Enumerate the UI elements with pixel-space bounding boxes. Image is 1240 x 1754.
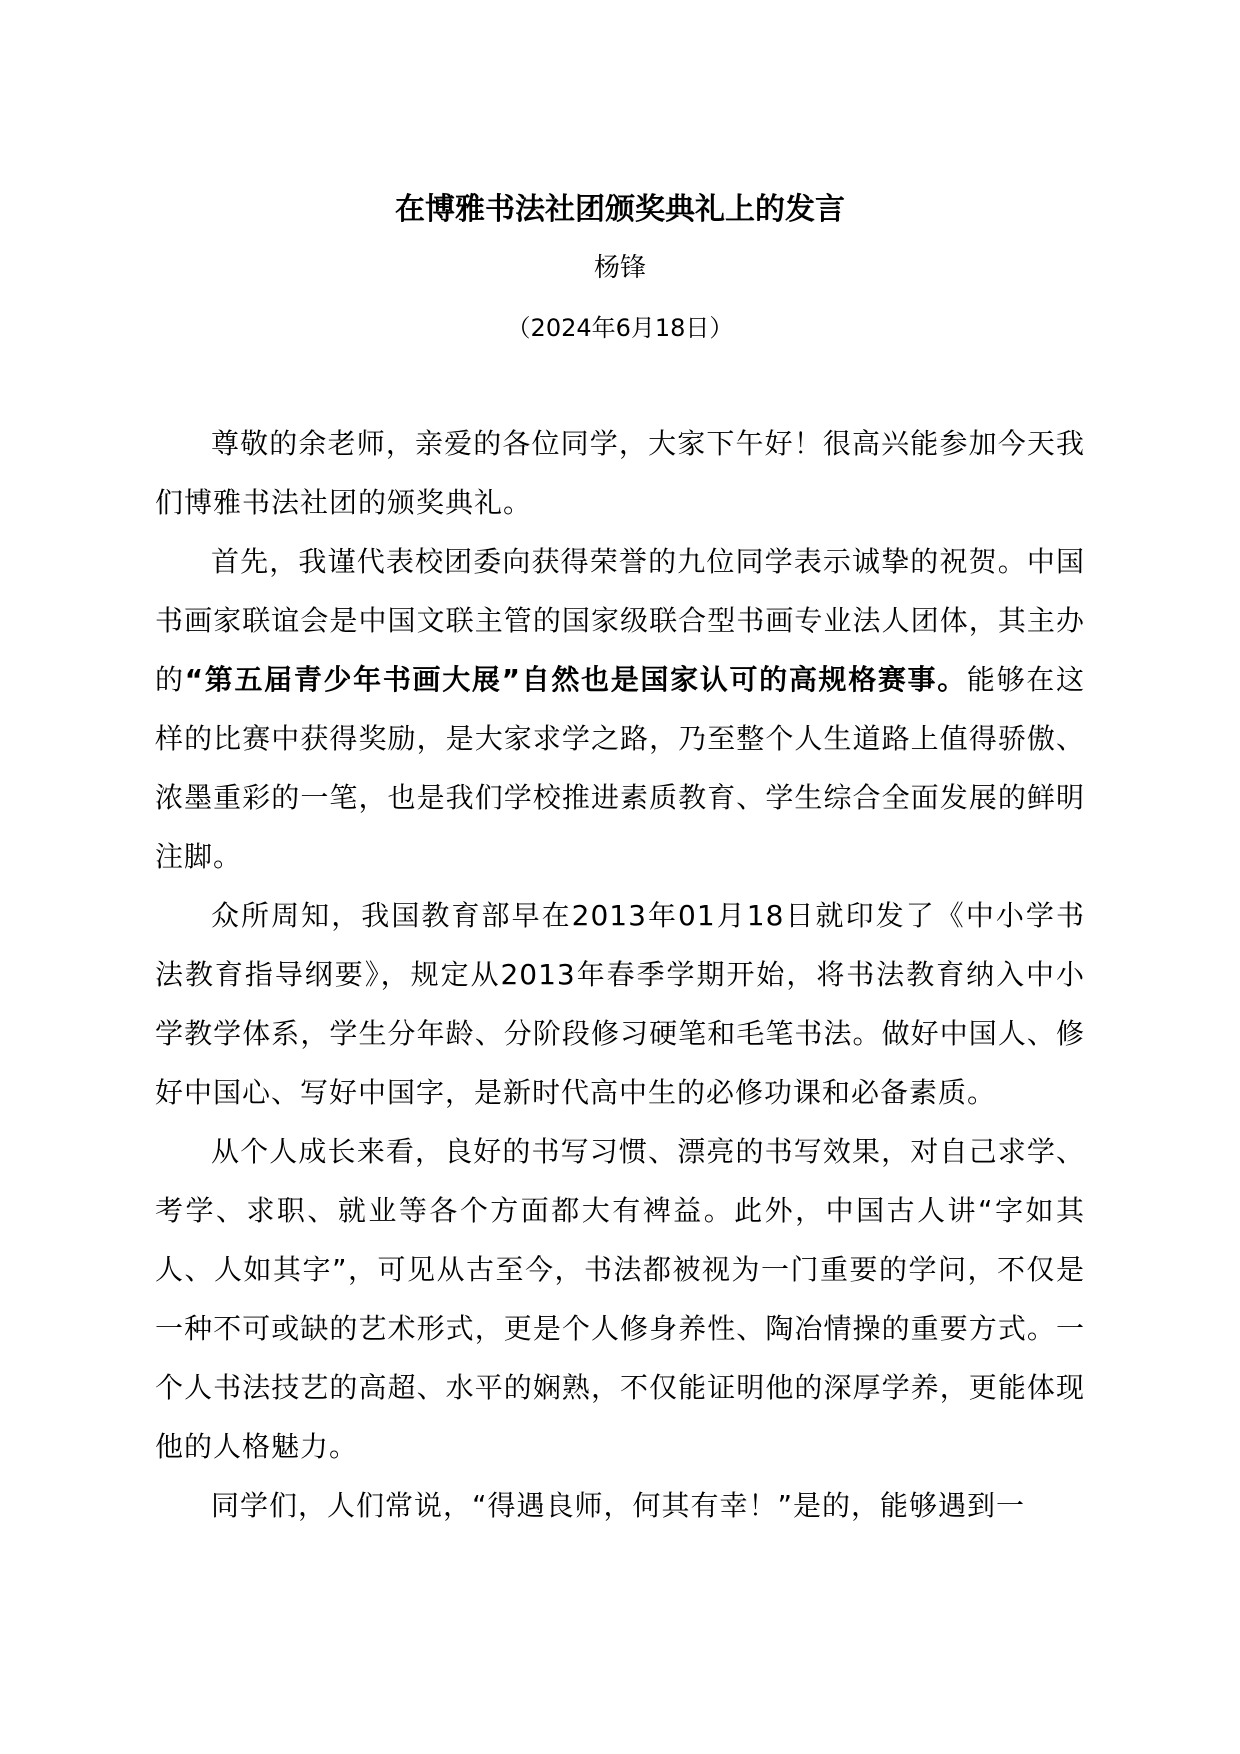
paragraph-text: 能够在这样的比赛中获得奖励，是大家求学之路，乃至整个人生道路上值得骄傲、浓墨重彩的一笔，也是我们学校推进素质教育、学生综合全面发展的鲜明注脚。 (155, 663, 1085, 873)
paragraph-text: 首先，我谨代表校团委向获得荣誉的九位同学表示诚挚的祝贺。中国书画家联谊会是中国文联主管的国家级联合型书画专业法人团体，其主办的 (155, 545, 1085, 696)
speech-title: 在博雅书法社团颁奖典礼上的发言 (395, 192, 845, 227)
speech-date: （2024年6月18日） (506, 314, 734, 342)
paragraph-congratulations (155, 532, 1085, 886)
paragraph-personal-growth: 从个人成长来看，良好的书写习惯、漂亮的书写效果，对自己求学、考学、求职、就业等各个方面都大有裨益。此外，中国古人讲“字如其人、人如其字”，可见从古至今，书法都被视为一门重要的学问，不仅是一种不可或缺的艺术形式，更是个人修身养性、陶冶情操的重要方式。一个人书法技艺的高超、水平的娴熟，不仅能证明他的深厚学养，更能体现他的人格魅力。 (155, 1135, 1085, 1463)
bold-emphasis: “第五届青少年书画大展”自然也是国家认可的高规格赛事。 (184, 663, 967, 696)
speaker-name: 杨锋 (593, 253, 646, 283)
speech-body (155, 414, 1085, 1535)
paragraph-education-policy: 众所周知，我国教育部早在2013年01月18日就印发了《中小学书法教育指导纲要》，规定从2013年春季学期开始，将书法教育纳入中小学教学体系，学生分年龄、分阶段修习硬笔和毛笔书法。做好中国人、修好中国心、写好中国字，是新时代高中生的必修功课和必备素质。 (155, 899, 1085, 1109)
paragraph-greeting: 尊敬的余老师，亲爱的各位同学，大家下午好！很高兴能参加今天我们博雅书法社团的颁奖典礼。 (155, 427, 1085, 519)
paragraph-teachers: 同学们，人们常说，“得遇良师，何其有幸！”是的，能够遇到一 (211, 1489, 1026, 1522)
